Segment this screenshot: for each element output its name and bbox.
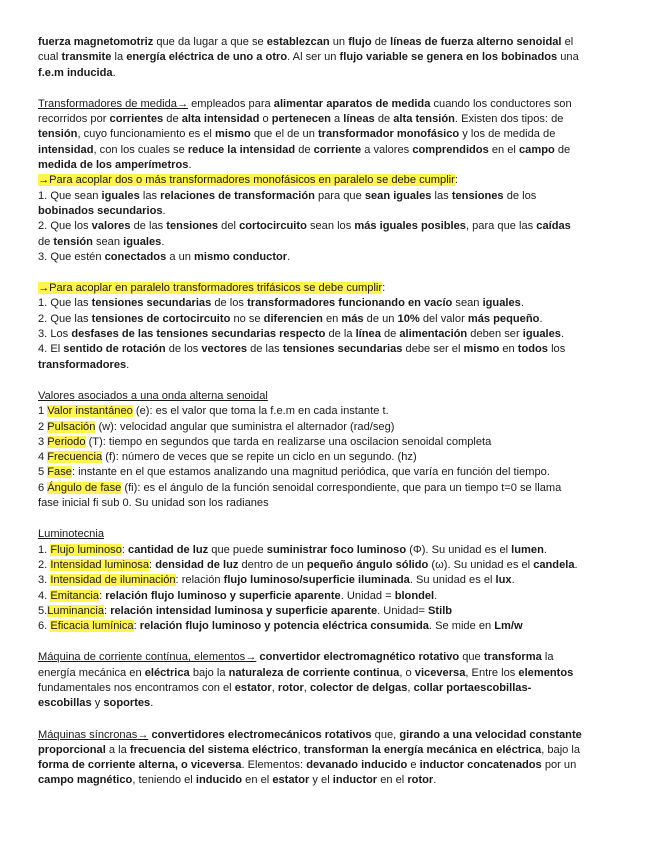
- text-line: [38, 435, 618, 450]
- bold-text: diferencien: [263, 312, 323, 325]
- text-span: 3. Los: [38, 328, 72, 341]
- text-span: (ω). Su unidad es el: [428, 558, 534, 571]
- text-span: (w): velocidad angular que suministra el alternador (rad/seg): [95, 420, 395, 433]
- bold-text: medida de los amperímetros: [38, 159, 189, 172]
- text-span: 5: [38, 466, 48, 479]
- text-line: [38, 97, 618, 112]
- text-span: ,: [303, 681, 310, 694]
- text-span: , con los cuales se: [93, 143, 188, 156]
- highlighted-text: Eficacia lumínica: [50, 620, 134, 633]
- bold-text: iguales: [123, 235, 162, 248]
- text-line: [38, 404, 618, 419]
- bold-text: soportes: [103, 697, 151, 710]
- bold-text: tensiones: [451, 189, 504, 202]
- valores-section: [38, 389, 618, 511]
- text-span: de los: [503, 189, 537, 202]
- maquinas-sincronas-section: [38, 728, 618, 789]
- text-span: .: [162, 204, 166, 217]
- text-span: en el: [488, 143, 519, 156]
- section-heading: Valores asociados a una onda alterna senoidal: [38, 389, 268, 402]
- text-line: [38, 465, 618, 480]
- bold-text: corrientes: [109, 113, 164, 126]
- text-span: debe ser el: [402, 343, 464, 356]
- text-line: [38, 189, 618, 204]
- text-span: (fi): es el ángulo de la función senoidal correspondiente, que para un tiempo t=0 se llama: [121, 481, 562, 494]
- text-span: :: [133, 620, 140, 633]
- text-span: , cuyo funcionamiento es el: [77, 128, 215, 141]
- text-span: que puede: [208, 543, 267, 556]
- bold-text: proporcional: [38, 743, 106, 756]
- bold-text: naturaleza de corriente continua: [228, 666, 400, 679]
- bold-text: densidad de luz: [155, 558, 239, 571]
- bold-text: corriente: [313, 143, 362, 156]
- text-span: 3. Que estén: [38, 250, 105, 263]
- bold-text: convertidores electromecánicos rotativos: [151, 728, 372, 741]
- text-span: una: [557, 51, 579, 64]
- text-span: el: [561, 36, 574, 48]
- bold-text: reduce la intensidad: [187, 143, 296, 156]
- bold-text: inductor concatenados: [419, 759, 542, 772]
- highlighted-text: Ángulo de fase: [47, 481, 122, 494]
- text-line: [38, 127, 618, 142]
- text-span: .: [433, 774, 437, 787]
- text-span: que el de un: [250, 128, 318, 141]
- bold-text: mismo conductor: [194, 250, 288, 263]
- bold-text: flujo variable se genera en los bobinados: [339, 51, 558, 64]
- section-heading: →: [245, 651, 257, 664]
- text-span: del: [218, 220, 240, 233]
- bold-text: más: [341, 312, 364, 325]
- text-span: , para que las: [465, 220, 537, 233]
- bold-text: sentido de rotación: [63, 343, 166, 356]
- text-span: 1. Que las: [38, 297, 92, 310]
- text-span: en: [322, 312, 342, 325]
- text-line: [38, 450, 618, 465]
- bold-text: transmite: [61, 51, 112, 64]
- bold-text: caídas: [536, 220, 571, 233]
- text-span: a valores: [361, 143, 413, 156]
- text-span: 2. Que las: [38, 312, 92, 325]
- text-span: .: [574, 558, 578, 571]
- bold-text: frecuencia del sistema eléctrico: [129, 743, 298, 756]
- text-span: del valor: [419, 312, 468, 325]
- bold-text: todos: [517, 343, 548, 356]
- bold-text: transforma: [483, 651, 542, 664]
- text-span: 4: [38, 451, 48, 464]
- bold-text: colector de delgas: [309, 681, 408, 694]
- bold-text: convertidor electromagnético rotativo: [259, 651, 460, 664]
- bold-text: devanado inducido: [306, 759, 408, 772]
- text-span: (f): número de veces que se repite un ciclo en un segundo. (hz): [102, 451, 417, 464]
- bold-text: relación flujo luminoso y potencia eléctrica consumida: [139, 620, 429, 633]
- highlighted-text: Pulsación: [47, 420, 96, 433]
- text-span: (T): tiempo en segundos que tarda en realizarse una oscilacion senoidal completa: [85, 435, 492, 448]
- bold-text: mismo: [214, 128, 251, 141]
- text-line: [38, 481, 618, 496]
- bold-text: candela: [533, 558, 575, 571]
- document-body: [38, 35, 618, 805]
- text-span: en: [499, 343, 518, 356]
- text-span: y los de: [459, 128, 504, 141]
- text-line: [38, 296, 618, 311]
- bold-text: establezcan: [266, 36, 330, 48]
- text-span: : instante en el que estamos analizando una magnitud periódica, que varía en función del tiempo.: [71, 466, 550, 479]
- text-line: [38, 342, 618, 357]
- text-span: sean: [92, 235, 124, 248]
- text-line: [38, 281, 618, 296]
- bold-text: líneas de fuerza alterno senoidal: [390, 36, 562, 48]
- bold-text: fuerza magnetomotriz: [38, 36, 154, 48]
- text-span: de los: [165, 343, 202, 356]
- text-span: en el: [242, 774, 273, 787]
- bold-text: 10%: [397, 312, 420, 325]
- bold-text: alimentación: [399, 328, 468, 341]
- text-line: [38, 604, 618, 619]
- text-line: [38, 543, 618, 558]
- highlighted-text: Emitancia: [50, 589, 100, 602]
- bold-text: transformadores funcionando en vacío: [247, 297, 453, 310]
- bold-text: línea: [355, 328, 381, 341]
- bold-text: girando a una velocidad constante: [399, 728, 582, 741]
- text-span: . Unidad=: [377, 604, 429, 617]
- bold-text: elementos: [518, 666, 574, 679]
- text-span: de: [380, 328, 400, 341]
- text-line: [38, 112, 618, 127]
- text-span: de los: [211, 297, 248, 310]
- text-span: la: [111, 51, 127, 64]
- text-span: en el: [377, 774, 408, 787]
- text-span: .: [539, 312, 543, 325]
- text-line: [38, 327, 618, 342]
- bold-text: Stilb: [428, 604, 453, 617]
- bold-text: alta intensidad: [181, 113, 260, 126]
- bold-text: f.e.m inducida: [38, 66, 113, 79]
- bold-text: tensiones secundarias: [91, 297, 212, 310]
- text-span: 1.: [38, 543, 51, 556]
- bold-text: valores: [91, 220, 131, 233]
- text-line: [38, 650, 618, 665]
- bold-text: líneas: [343, 113, 375, 126]
- text-span: y el: [309, 774, 333, 787]
- bold-text: comprendidos: [412, 143, 489, 156]
- text-line: [38, 235, 618, 250]
- text-span: a: [330, 113, 344, 126]
- text-span: de: [38, 235, 54, 248]
- highlighted-text: Intensidad de iluminación: [50, 574, 176, 587]
- text-span: para que: [314, 189, 365, 202]
- text-span: e: [407, 759, 420, 772]
- text-line: [38, 143, 618, 158]
- bold-text: desfases de las tensiones secundarias respecto: [71, 328, 326, 341]
- bold-text: relación intensidad luminosa y superficie aparente: [110, 604, 378, 617]
- bold-text: iguales: [101, 189, 140, 202]
- bold-text: cortocircuito: [239, 220, 307, 233]
- bold-text: transforman la energía mecánica en eléctrica: [303, 743, 542, 756]
- text-span: de: [163, 113, 182, 126]
- bold-text: escobillas: [38, 697, 92, 710]
- bold-text: tensiones secundarias: [282, 343, 403, 356]
- text-span: .: [150, 697, 154, 710]
- bold-text: tensión: [38, 128, 78, 141]
- text-span: y: [91, 697, 104, 710]
- text-span: :: [454, 174, 458, 187]
- text-span: de: [371, 36, 391, 48]
- bold-text: flujo: [348, 36, 372, 48]
- text-line: [38, 50, 618, 65]
- text-span: . Su unidad es el: [409, 574, 496, 587]
- text-line: [38, 589, 618, 604]
- section-heading: Máquinas síncronas: [38, 728, 138, 741]
- text-line: [38, 743, 618, 758]
- text-span: sean los: [306, 220, 355, 233]
- section-heading: →: [176, 97, 189, 110]
- text-span: . Existen dos tipos: de: [454, 113, 564, 126]
- text-line: [38, 358, 618, 373]
- bold-text: suministrar foco luminoso: [266, 543, 407, 556]
- text-span: fundamentales nos encontramos con el: [38, 681, 235, 694]
- bold-text: vectores: [201, 343, 248, 356]
- text-span: de: [295, 143, 314, 156]
- bold-text: lumen: [511, 543, 544, 556]
- highlighted-text: →Para acoplar en paralelo transformadores trifásicos se debe cumplir: [38, 282, 383, 295]
- text-span: los: [547, 343, 566, 356]
- text-span: , o: [399, 666, 415, 679]
- text-span: de las: [247, 343, 283, 356]
- text-line: [38, 389, 618, 404]
- text-span: 1. Que sean: [38, 189, 102, 202]
- text-span: de las: [130, 220, 167, 233]
- text-line: [38, 420, 618, 435]
- text-line: [38, 66, 618, 81]
- text-span: un: [329, 36, 349, 48]
- text-span: .: [434, 589, 438, 602]
- text-span: , Entre los: [465, 666, 519, 679]
- text-span: la: [541, 651, 554, 664]
- bold-text: rotor: [277, 681, 304, 694]
- text-span: ,: [297, 743, 304, 756]
- bold-text: cantidad de luz: [128, 543, 209, 556]
- bold-text: alimentar aparatos de medida: [273, 97, 431, 110]
- bold-text: rotor: [407, 774, 434, 787]
- bold-text: tensiones: [166, 220, 219, 233]
- text-line: [38, 204, 618, 219]
- text-line: [38, 758, 618, 773]
- bold-text: blondel: [394, 589, 435, 602]
- text-span: 2. Que los: [38, 220, 92, 233]
- text-span: 4. El: [38, 343, 64, 356]
- text-span: 5.: [38, 604, 48, 617]
- text-span: energía mecánica en: [38, 666, 145, 679]
- bold-text: inducido: [195, 774, 243, 787]
- text-line: [38, 250, 618, 265]
- bold-text: pertenecen: [271, 113, 331, 126]
- text-line: [38, 158, 618, 173]
- section-heading: Máquina de corriente contínua, elementos: [38, 651, 246, 664]
- text-line: [38, 527, 618, 542]
- bold-text: transformadores: [38, 358, 127, 371]
- bold-text: alta tensión: [393, 113, 455, 126]
- bold-text: intensidad: [38, 143, 94, 156]
- text-span: bajo la: [189, 666, 229, 679]
- text-span: : relación: [175, 574, 224, 587]
- text-span: .: [511, 574, 515, 587]
- text-span: 2.: [38, 558, 51, 571]
- bold-text: iguales: [522, 328, 561, 341]
- text-line: [38, 696, 618, 711]
- text-line: [38, 666, 618, 681]
- bold-text: más iguales posibles: [354, 220, 466, 233]
- text-span: . Se mide en: [428, 620, 495, 633]
- highlighted-text: Periodo: [47, 435, 86, 448]
- text-span: de un: [363, 312, 398, 325]
- text-span: las: [431, 189, 452, 202]
- text-span: dentro de un: [238, 558, 307, 571]
- text-span: :: [149, 558, 156, 571]
- section-heading: Transformadores de medida: [38, 97, 177, 110]
- text-line: [38, 312, 618, 327]
- highlighted-text: Luminancia: [47, 604, 105, 617]
- highlighted-text: Flujo luminoso: [50, 543, 122, 556]
- text-line: [38, 173, 618, 188]
- bold-text: forma de corriente alterna, o viceversa: [38, 759, 242, 772]
- text-line: [38, 219, 618, 234]
- text-span: 4.: [38, 589, 51, 602]
- text-span: recorridos por: [38, 113, 110, 126]
- section-heading: →: [137, 728, 149, 741]
- text-span: (Φ). Su unidad es el: [406, 543, 512, 556]
- text-span: las: [139, 189, 161, 202]
- bold-text: tensiones de cortocircuito: [91, 312, 231, 325]
- text-span: 6: [38, 481, 48, 494]
- bold-text: iguales: [482, 297, 521, 310]
- section-heading: Luminotecnia: [38, 528, 104, 541]
- text-span: 3.: [38, 574, 51, 587]
- text-span: :: [99, 589, 106, 602]
- bold-text: relaciones de transformación: [160, 189, 315, 202]
- text-span: .: [161, 235, 165, 248]
- text-span: . Unidad =: [340, 589, 395, 602]
- text-span: de la: [325, 328, 356, 341]
- text-span: a un: [166, 250, 195, 263]
- text-line: [38, 558, 618, 573]
- bold-text: bobinados secundarios: [38, 204, 163, 217]
- bold-text: lux: [495, 574, 512, 587]
- maquina-corriente-continua-section: [38, 650, 618, 711]
- text-span: cuando los conductores son: [430, 97, 572, 110]
- luminotecnia-section: [38, 527, 618, 634]
- bold-text: campo magnético: [38, 774, 133, 787]
- text-span: 2: [38, 420, 48, 433]
- text-span: deben ser: [467, 328, 523, 341]
- text-span: por un: [541, 759, 577, 772]
- text-span: cual: [38, 51, 62, 64]
- text-line: [38, 773, 618, 788]
- text-span: :: [382, 282, 386, 295]
- bold-text: estator: [234, 681, 272, 694]
- highlighted-text: Intensidad luminosa: [50, 558, 150, 571]
- bold-text: eléctrica: [144, 666, 190, 679]
- text-line: [38, 35, 618, 50]
- text-span: .: [520, 297, 524, 310]
- text-span: ,: [407, 681, 414, 694]
- bold-text: estator: [272, 774, 310, 787]
- text-span: .: [543, 543, 547, 556]
- bold-text: campo: [518, 143, 555, 156]
- text-span: que: [459, 651, 484, 664]
- bold-text: energía eléctrica de uno a otro: [126, 51, 288, 64]
- bold-text: relación flujo luminoso y superficie aparente: [105, 589, 341, 602]
- text-line: [38, 681, 618, 696]
- text-span: ,: [271, 681, 278, 694]
- bold-text: Lm/w: [494, 620, 523, 633]
- bold-text: sean iguales: [364, 189, 432, 202]
- text-span: empleados para: [188, 97, 274, 110]
- bold-text: inductor: [332, 774, 378, 787]
- bold-text: flujo luminoso/superficie iluminada: [223, 574, 410, 587]
- text-span: sean: [452, 297, 483, 310]
- text-line: [38, 573, 618, 588]
- text-span: 6.: [38, 620, 51, 633]
- trifasicos-section: [38, 281, 618, 373]
- text-line: [38, 728, 618, 743]
- bold-text: viceversa: [414, 666, 466, 679]
- text-span: . Elementos:: [241, 759, 307, 772]
- text-span: a la: [105, 743, 130, 756]
- bold-text: mismo: [463, 343, 500, 356]
- text-span: , bajo la: [541, 743, 581, 756]
- text-span: .: [287, 250, 291, 263]
- transformadores-section: [38, 97, 618, 265]
- intro-paragraph: [38, 35, 618, 81]
- text-line: [38, 496, 618, 511]
- text-span: o: [259, 113, 272, 126]
- text-span: que da lugar a que se: [153, 36, 267, 48]
- text-span: de: [554, 143, 571, 156]
- text-span: , teniendo el: [132, 774, 196, 787]
- text-span: .: [560, 328, 565, 341]
- text-line: [38, 619, 618, 634]
- text-span: de: [374, 113, 394, 126]
- bold-text: tensión: [53, 235, 93, 248]
- text-span: (e): es el valor que toma la f.e.m en cada instante t.: [132, 405, 389, 418]
- text-span: :: [121, 543, 129, 556]
- bold-text: más pequeño: [467, 312, 540, 325]
- text-span: .: [126, 358, 130, 371]
- highlighted-text: →Para acoplar dos o más transformadores monofásicos en paralelo se debe cumplir: [38, 174, 455, 187]
- text-span: . Al ser un: [287, 51, 340, 64]
- bold-text: conectados: [104, 250, 167, 263]
- text-span: no se: [230, 312, 264, 325]
- text-span: .: [188, 159, 192, 172]
- highlighted-text: Frecuencia: [47, 451, 103, 464]
- bold-text: collar portaescobillas-: [413, 681, 532, 694]
- text-span: medida de: [503, 128, 556, 141]
- highlighted-text: Fase: [47, 466, 72, 479]
- bold-text: pequeño ángulo sólido: [306, 558, 429, 571]
- highlighted-text: Valor instantáneo: [47, 405, 133, 418]
- text-span: 1: [38, 405, 48, 418]
- text-span: que,: [371, 728, 400, 741]
- text-span: fase inicial fi sub 0. Su unidad son los radianes: [38, 497, 269, 510]
- text-span: 3: [38, 435, 48, 448]
- text-span: .: [112, 66, 116, 79]
- text-span: :: [104, 604, 111, 617]
- bold-text: transformador monofásico: [317, 128, 460, 141]
